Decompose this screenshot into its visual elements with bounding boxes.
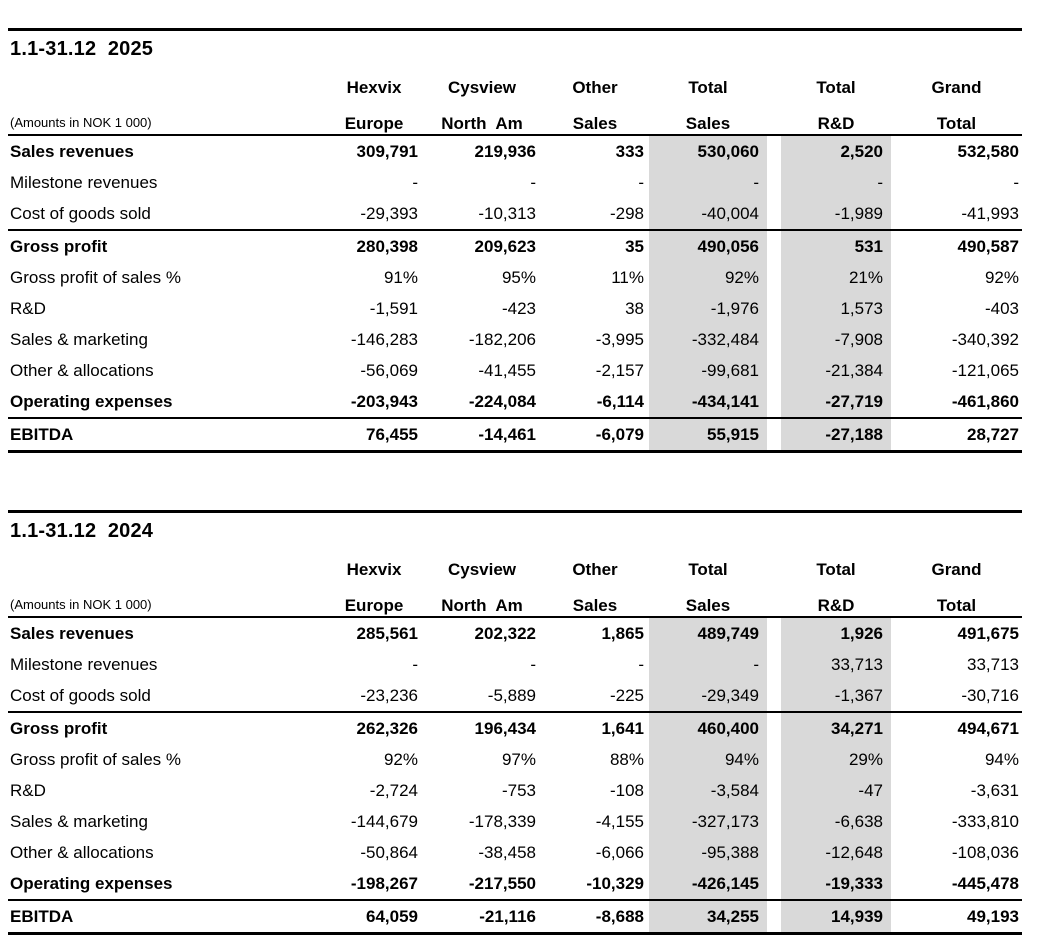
column-header-line1: Total	[688, 78, 728, 97]
value-cell: 490,056	[649, 230, 767, 262]
table-row	[8, 712, 1022, 744]
table-row	[8, 198, 1022, 230]
column-header-line1: Other	[572, 78, 618, 97]
table-header	[8, 64, 1022, 135]
table-row	[8, 649, 1022, 680]
value-cell: -198,267	[325, 868, 423, 900]
value-cell: -12,648	[781, 837, 891, 868]
column-header-line1: Other	[572, 560, 618, 579]
column-header-line1: Grand	[931, 78, 982, 97]
value-cell: -182,206	[468, 329, 536, 349]
column-header-line1: Total	[688, 560, 728, 579]
gap-cell	[767, 198, 781, 230]
value-cell: 38	[625, 298, 644, 318]
value-cell: -327,173	[649, 806, 767, 837]
value-cell: -146,283	[350, 329, 418, 349]
header-gap-cell	[767, 98, 781, 135]
value-cell: -	[1013, 172, 1019, 192]
value-cell: 97%	[501, 749, 536, 769]
gap-cell	[767, 418, 781, 452]
row-label: Gross profit	[10, 236, 108, 256]
value-cell: 34,255	[649, 900, 767, 934]
table-row	[8, 868, 1022, 900]
value-cell: 209,623	[474, 236, 536, 256]
row-label: Gross profit of sales %	[10, 749, 182, 769]
value-cell: 532,580	[957, 141, 1019, 161]
value-cell: 1,865	[601, 623, 644, 643]
value-cell: 280,398	[356, 236, 418, 256]
column-header-line2: Total	[891, 580, 1022, 617]
gap-cell	[767, 868, 781, 900]
value-cell: -29,349	[649, 680, 767, 712]
row-label: Sales & marketing	[10, 811, 148, 831]
gap-cell	[767, 806, 781, 837]
value-cell: -14,461	[423, 418, 541, 452]
value-cell: 55,915	[649, 418, 767, 452]
gap-cell	[767, 744, 781, 775]
table-row	[8, 806, 1022, 837]
value-cell: 196,434	[474, 718, 536, 738]
value-cell: 95%	[501, 267, 536, 287]
column-header-line2: Total	[891, 98, 1022, 135]
value-cell: -1,989	[781, 198, 891, 230]
table-row	[8, 744, 1022, 775]
column-header-line2: North Am	[423, 98, 541, 135]
unit-note: (Amounts in NOK 1 000)	[8, 580, 325, 617]
value-cell: -217,550	[423, 868, 541, 900]
value-cell: -144,679	[350, 811, 418, 831]
table-row	[8, 293, 1022, 324]
column-header-line2: Sales	[541, 580, 649, 617]
gap-cell	[767, 293, 781, 324]
value-cell: -10,313	[423, 198, 541, 230]
column-header-line1: Cysview	[447, 78, 517, 97]
table-row	[8, 900, 1022, 934]
value-cell: -5,889	[423, 680, 541, 712]
row-label: Gross profit	[10, 718, 108, 738]
row-label: Other & allocations	[10, 360, 154, 380]
value-cell: 2,520	[781, 135, 891, 167]
value-cell: 1,573	[781, 293, 891, 324]
gap-cell	[767, 230, 781, 262]
table-body	[8, 135, 1022, 452]
value-cell: -121,065	[951, 360, 1019, 380]
value-cell: -108	[609, 780, 644, 800]
column-header-line1: Total	[816, 560, 856, 579]
value-cell: -426,145	[649, 868, 767, 900]
table-row	[8, 262, 1022, 293]
column-header-line2: Sales	[649, 98, 767, 135]
value-cell: 460,400	[649, 712, 767, 744]
column-header-line1: Grand	[931, 560, 982, 579]
value-cell: -21,116	[423, 900, 541, 934]
value-cell: 64,059	[325, 900, 423, 934]
row-label: Sales revenues	[10, 141, 134, 161]
value-cell: 21%	[781, 262, 891, 293]
value-cell: -340,392	[951, 329, 1019, 349]
value-cell: 76,455	[325, 418, 423, 452]
value-cell: 333	[615, 141, 644, 161]
row-label: Operating expenses	[8, 386, 325, 418]
gap-cell	[767, 355, 781, 386]
value-cell: -	[638, 172, 644, 192]
column-header-line2: R&D	[781, 580, 891, 617]
table-row	[8, 617, 1022, 649]
value-cell: -	[649, 167, 767, 198]
value-cell: -	[412, 172, 418, 192]
column-header-line2: Sales	[541, 98, 649, 135]
value-cell: -203,943	[325, 386, 423, 418]
table-header	[8, 546, 1022, 617]
table-body	[8, 617, 1022, 934]
header-row-2	[8, 98, 1022, 135]
row-label: R&D	[10, 780, 46, 800]
value-cell: 490,587	[957, 236, 1019, 256]
value-cell: 530,060	[649, 135, 767, 167]
value-cell: 88%	[609, 749, 644, 769]
column-header-line2: Europe	[325, 98, 423, 135]
value-cell: 11%	[611, 267, 644, 287]
header-gap-cell	[767, 580, 781, 617]
column-header-line1: Hexvix	[346, 78, 402, 97]
value-cell: -3,995	[595, 329, 644, 349]
row-label: Milestone revenues	[10, 654, 158, 674]
column-header-line1: Cysview	[447, 560, 517, 579]
gap-cell	[767, 135, 781, 167]
table-row	[8, 680, 1022, 712]
value-cell: -50,864	[360, 842, 418, 862]
value-cell: -29,393	[325, 198, 423, 230]
period-title: 1.1-31.12 2024	[10, 520, 154, 542]
value-cell: -21,384	[781, 355, 891, 386]
value-cell: -8,688	[541, 900, 649, 934]
value-cell: 219,936	[474, 141, 536, 161]
gap-cell	[767, 386, 781, 418]
gap-cell	[767, 775, 781, 806]
gap-cell	[767, 324, 781, 355]
value-cell: 285,561	[356, 623, 418, 643]
value-cell: 491,675	[957, 623, 1019, 643]
table-row	[8, 418, 1022, 452]
table-row	[8, 386, 1022, 418]
row-label: Operating expenses	[8, 868, 325, 900]
value-cell: -461,860	[891, 386, 1022, 418]
value-cell: -1,976	[649, 293, 767, 324]
value-cell: 309,791	[356, 141, 418, 161]
value-cell: -41,455	[478, 360, 536, 380]
value-cell: -2,157	[595, 360, 644, 380]
table-row	[8, 135, 1022, 167]
value-cell: 14,939	[781, 900, 891, 934]
period-title: 1.1-31.12 2025	[10, 38, 154, 60]
row-label: R&D	[10, 298, 46, 318]
value-cell: 262,326	[356, 718, 418, 738]
value-cell: -1,367	[781, 680, 891, 712]
value-cell: -	[781, 167, 891, 198]
column-header-line1: Hexvix	[346, 560, 402, 579]
value-cell: -10,329	[541, 868, 649, 900]
value-cell: -	[412, 654, 418, 674]
value-cell: -56,069	[360, 360, 418, 380]
value-cell: -19,333	[781, 868, 891, 900]
header-gap-cell	[767, 546, 781, 580]
value-cell: 29%	[781, 744, 891, 775]
column-header-line2: Sales	[649, 580, 767, 617]
column-header-line2: R&D	[781, 98, 891, 135]
value-cell: -423	[501, 298, 536, 318]
header-gap-cell	[767, 64, 781, 98]
header-row-1	[8, 546, 1022, 580]
value-cell: -40,004	[649, 198, 767, 230]
value-cell: -108,036	[951, 842, 1019, 862]
gap-cell	[767, 837, 781, 868]
value-cell: -	[649, 649, 767, 680]
value-cell: 531	[781, 230, 891, 262]
value-cell: -332,484	[649, 324, 767, 355]
value-cell: -99,681	[649, 355, 767, 386]
value-cell: -	[530, 654, 536, 674]
header-row-1	[8, 64, 1022, 98]
value-cell: 92%	[383, 749, 418, 769]
table-row	[8, 775, 1022, 806]
value-cell: -27,719	[781, 386, 891, 418]
row-label: EBITDA	[8, 418, 325, 452]
row-label: Sales & marketing	[10, 329, 148, 349]
gap-cell	[767, 649, 781, 680]
value-cell: 92%	[649, 262, 767, 293]
table-row	[8, 355, 1022, 386]
gap-cell	[767, 617, 781, 649]
gap-cell	[767, 167, 781, 198]
gap-cell	[767, 712, 781, 744]
value-cell: 489,749	[649, 617, 767, 649]
column-header-line2: North Am	[423, 580, 541, 617]
table-row	[8, 324, 1022, 355]
row-label: Gross profit of sales %	[10, 267, 182, 287]
value-cell: -41,993	[891, 198, 1022, 230]
value-cell: -	[638, 654, 644, 674]
value-cell: 34,271	[781, 712, 891, 744]
period-table	[8, 28, 1022, 453]
column-header-line1: Total	[816, 78, 856, 97]
value-cell: -225	[541, 680, 649, 712]
value-cell: -23,236	[325, 680, 423, 712]
value-cell: -38,458	[478, 842, 536, 862]
value-cell: -333,810	[951, 811, 1019, 831]
column-header-line2: Europe	[325, 580, 423, 617]
value-cell: 94%	[649, 744, 767, 775]
value-cell: -298	[541, 198, 649, 230]
value-cell: 494,671	[957, 718, 1019, 738]
header-row-2	[8, 580, 1022, 617]
value-cell: 1,926	[781, 617, 891, 649]
value-cell: -445,478	[891, 868, 1022, 900]
value-cell: 202,322	[474, 623, 536, 643]
value-cell: -6,079	[541, 418, 649, 452]
value-cell: 94%	[984, 749, 1019, 769]
table-row	[8, 230, 1022, 262]
value-cell: -403	[984, 298, 1019, 318]
value-cell: -434,141	[649, 386, 767, 418]
value-cell: 28,727	[891, 418, 1022, 452]
value-cell: -3,584	[649, 775, 767, 806]
value-cell: -224,084	[423, 386, 541, 418]
value-cell: -30,716	[891, 680, 1022, 712]
gap-cell	[767, 680, 781, 712]
row-label: Milestone revenues	[10, 172, 158, 192]
table-row	[8, 167, 1022, 198]
value-cell: -4,155	[595, 811, 644, 831]
segment-table	[8, 64, 1022, 453]
row-label: Other & allocations	[10, 842, 154, 862]
value-cell: 35	[625, 236, 644, 256]
row-label: Sales revenues	[10, 623, 134, 643]
value-cell: 1,641	[601, 718, 644, 738]
value-cell: 92%	[984, 267, 1019, 287]
table-row	[8, 837, 1022, 868]
value-cell: -3,631	[970, 780, 1019, 800]
value-cell: -1,591	[369, 298, 418, 318]
header-spacer-cell	[8, 546, 325, 580]
gap-cell	[767, 262, 781, 293]
header-spacer-cell	[8, 64, 325, 98]
value-cell: -47	[781, 775, 891, 806]
value-cell: -95,388	[649, 837, 767, 868]
value-cell: 49,193	[891, 900, 1022, 934]
value-cell: -7,908	[781, 324, 891, 355]
gap-cell	[767, 900, 781, 934]
value-cell: -27,188	[781, 418, 891, 452]
value-cell: -2,724	[369, 780, 418, 800]
value-cell: -6,638	[781, 806, 891, 837]
segment-table	[8, 546, 1022, 935]
row-label: EBITDA	[8, 900, 325, 934]
value-cell: -6,066	[595, 842, 644, 862]
value-cell: -	[530, 172, 536, 192]
value-cell: 33,713	[967, 654, 1019, 674]
value-cell: 91%	[383, 267, 418, 287]
value-cell: -6,114	[541, 386, 649, 418]
value-cell: -753	[501, 780, 536, 800]
row-label: Cost of goods sold	[8, 198, 325, 230]
period-table	[8, 510, 1022, 935]
row-label: Cost of goods sold	[8, 680, 325, 712]
value-cell: -178,339	[468, 811, 536, 831]
unit-note: (Amounts in NOK 1 000)	[8, 98, 325, 135]
value-cell: 33,713	[781, 649, 891, 680]
